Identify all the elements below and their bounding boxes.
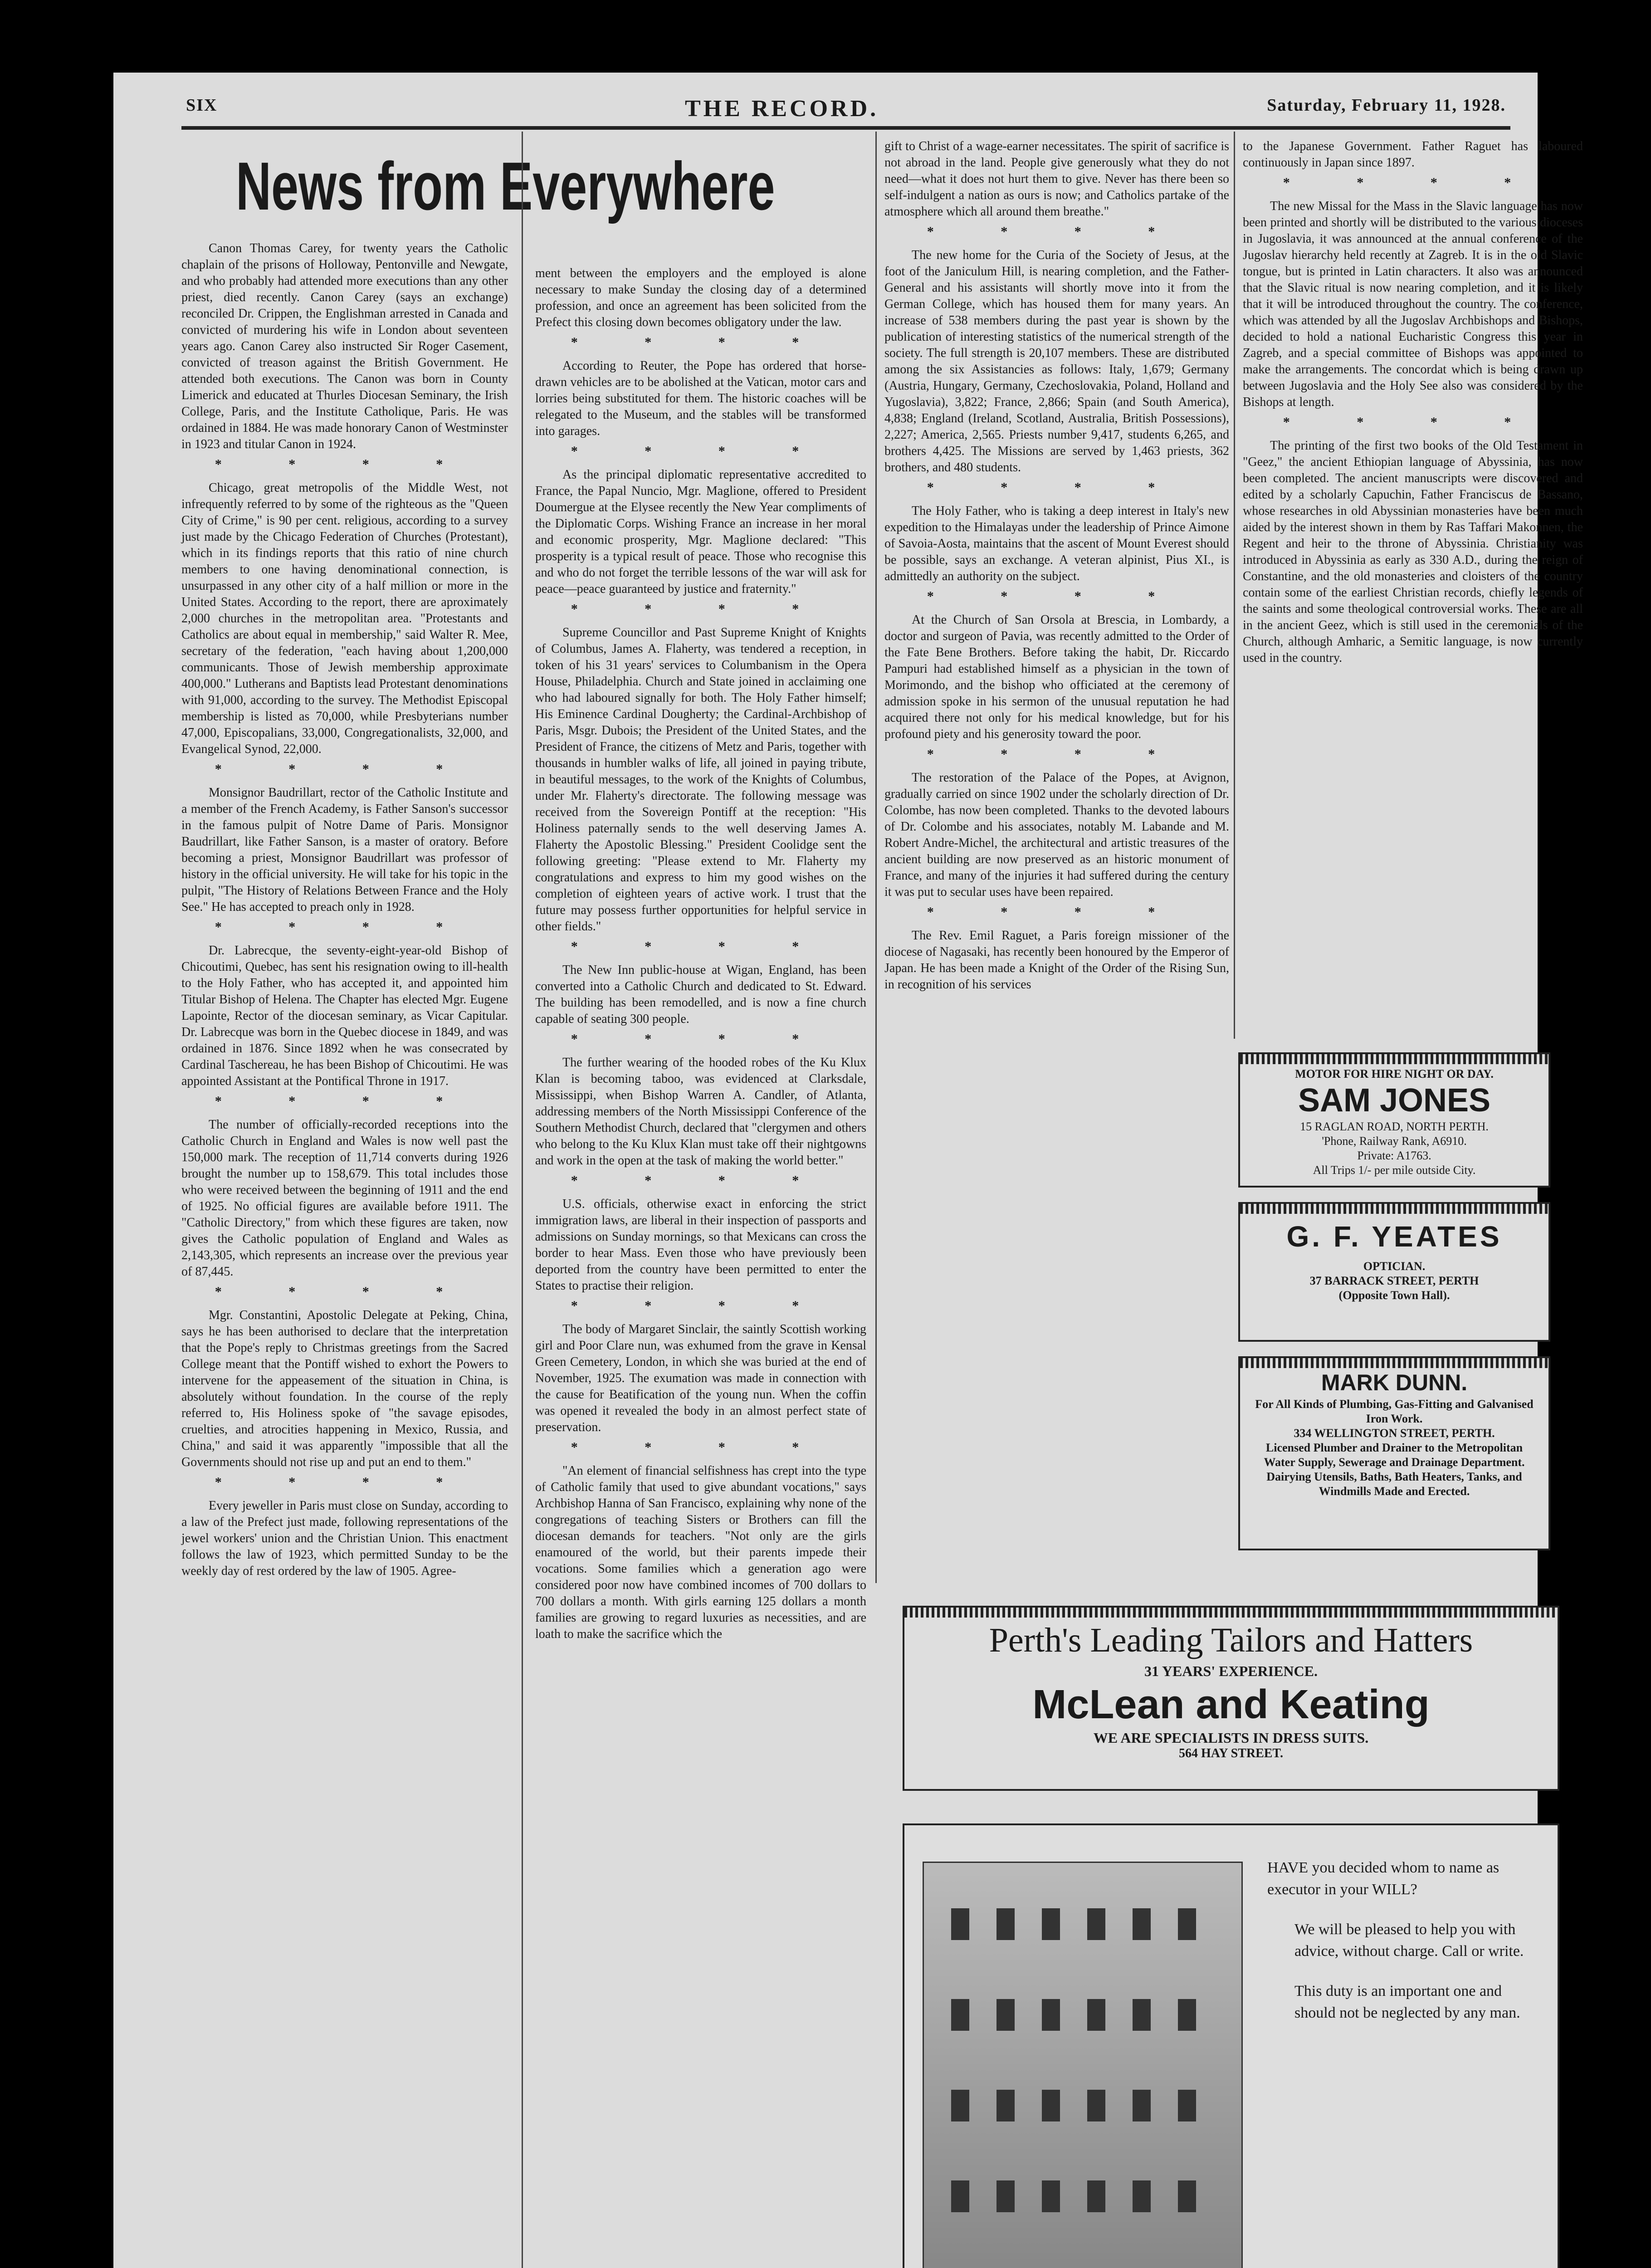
column-divider: [1234, 132, 1235, 1039]
trustee-building-illustration: [923, 1862, 1243, 2268]
ad-jones-address: 15 RAGLAN ROAD, NORTH PERTH.: [1300, 1120, 1489, 1133]
ad-sam-jones: [1238, 1052, 1550, 1188]
ad-mark-dunn: [1238, 1356, 1550, 1550]
article-paragraph: The number of officially-recorded receptions into the Catholic Church in England and Wales is now well past the 150,000 mark. The reception of 11,714 converts during 1926 brought the number up to 158,679. This total includes those who were received between the beginning of 1911 and the end of 1925. No official figures are available before 1911. The "Catholic Directory," from which these figures are taken, now gives the Catholic population of England and Wales as 2,143,305, which represents an increase over the previous year of 87,445.: [181, 1118, 508, 1279]
article-paragraph: ment between the employers and the employed is alone necessary to make Sunday the closing day of a determined profession, and once an agreement has been solicited from the Prefect this closing down becomes obligatory under the law.: [535, 266, 866, 329]
ad-mclean-experience: 31 YEARS' EXPERIENCE.: [1144, 1663, 1318, 1679]
ad-west-australian-trustee: [903, 1823, 1559, 2268]
article-paragraph: The further wearing of the hooded robes of the Ku Klux Klan is becoming taboo, was evidenced at Clarksdale, Mississippi, when Bishop Warren A. Candler, of Atlanta, addressing members of the North Mississippi Conference of the Southern Methodist Church, declared that "clergymen and others who belong to the Ku Klux Klan must take off their nightgowns and work in the open at the task of making the world better.": [535, 1056, 866, 1168]
section-separator: * * * *: [571, 1298, 831, 1313]
ad-mclean-title: Perth's Leading Tailors and Hatters: [989, 1621, 1473, 1659]
article-paragraph: Canon Thomas Carey, for twenty years the Catholic chaplain of the prisons of Holloway, Pentonville and Newgate, and who probably had attended more executions than any other priest, died recently. Canon Carey (says an exchange) reconciled Dr. Crippen, the Englishman arrested in Canada and convicted of murdering his wife in London about seventeen years ago. Canon Carey also instructed Sir Roger Casement, convicted of treason against the British Government. He attended both executions. The Canon was born in County Limerick and educated at Thurles Diocesan Seminary, the Irish College, Paris, and the Institute Catholique, Paris. He was ordained in 1884. He was made honorary Canon of Westminster in 1923 and titular Canon in 1924.: [181, 241, 508, 451]
column-divider: [522, 132, 523, 2268]
ad-jones-name: SAM JONES: [1298, 1082, 1491, 1119]
article-paragraph: Monsignor Baudrillart, rector of the Catholic Institute and a member of the French Academy, is Father Sanson's successor in the famous pulpit of Notre Dame of Paris. Monsignor Baudrillart, like Father Sanson, is a master of oratory. Before becoming a priest, Monsignor Baudrillart was professor of history in the official university. He will take for his topic in the pulpit, "The History of Relations Between France and the Holy See." He has accepted to preach only in 1928.: [181, 786, 508, 914]
trustee-duty: This duty is an important one and should not be neglected by any man.: [1294, 1983, 1520, 2021]
article-paragraph: gift to Christ of a wage-earner necessitates. The spirit of sacrifice is not abroad in the land. People give generously what they do not need—what it does not hurt them to give. Never has there been so self-indulgent a nation as ours is now; and Catholics partake of the atmosphere which all around them breathe.": [884, 139, 1229, 219]
section-separator: * * * *: [215, 1284, 475, 1299]
ad-dunn-line4: Dairying Utensils, Baths, Bath Heaters, Tanks, and Windmills Made and Erected.: [1266, 1470, 1522, 1498]
ad-dunn-line3: Licensed Plumber and Drainer to the Metropolitan Water Supply, Sewerage and Drainage Department.: [1264, 1441, 1525, 1469]
article-column-4: [1243, 138, 1583, 1036]
article-paragraph: Mgr. Constantini, Apostolic Delegate at Peking, China, says he has been authorised to declare that the interpretation that the Pope's reply to Christmas greetings from the Sacred College meant that the Pontiff wished to exhort the Powers to intervene for the appeasement of the situation in China, is absolutely without foundation. In the course of the reply referred to, His Holiness spoke of "the savage episodes, cruelties, and atrocities happening in Mexico, Russia, and China," and said it was apparently "impossible that all the Governments should not rise up and put an end to them.": [181, 1308, 508, 1469]
issue-date: Saturday, February 11, 1928.: [1267, 96, 1506, 115]
article-column-3: [884, 138, 1229, 1558]
ad-jones-private: Private: A1763.: [1357, 1149, 1431, 1162]
article-paragraph: U.S. officials, otherwise exact in enforcing the strict immigration laws, are liberal in their inspection of passports and admissions on Sunday mornings, so that Mexicans can cross the border to hear Mass. Even those who have previously been deported from the country have been permitted to enter the States to practise their religion.: [535, 1197, 866, 1293]
article-paragraph: As the principal diplomatic representative accredited to France, the Papal Nuncio, Mgr. Maglione, offered to President Doumergue at the Elysee recently the New Year compliments of the Diplomatic Corps. Wishing France an increase in her moral and economic prosperity, Mgr. Maglione declared: "This prosperity is a typical result of peace. Those who recognise this and who do not forget the terrible lessons of the war will ask for peace—peace guaranteed by justice and fraternity.": [535, 468, 866, 596]
section-separator: * * * *: [571, 444, 831, 459]
ad-yeates-address: 37 BARRACK STREET, PERTH: [1309, 1274, 1479, 1287]
article-paragraph: The body of Margaret Sinclair, the saintly Scottish working girl and Poor Clare nun, was exhumed from the grave in Kensal Green Cemetery, London, in which she was buried at the end of November, 1925. The exumation was made in connection with the cause for Beatification of the young nun. When the coffin was opened it revealed the body in an almost perfect state of preservation.: [535, 1322, 866, 1434]
masthead: THE RECORD.: [685, 96, 879, 122]
article-column-1: [181, 240, 508, 2268]
newspaper-page: [113, 73, 1583, 2268]
section-separator: * * * *: [1283, 175, 1543, 190]
ad-mclean-specialists: WE ARE SPECIALISTS IN DRESS SUITS.: [1093, 1730, 1369, 1746]
section-separator: * * * *: [927, 589, 1187, 604]
section-separator: * * * *: [571, 1031, 831, 1046]
ad-yeates-trade: OPTICIAN.: [1363, 1260, 1426, 1273]
ad-yeates: [1238, 1202, 1550, 1342]
section-separator: * * * *: [215, 1094, 475, 1109]
trustee-question: HAVE you decided whom to name as executor in your WILL?: [1267, 1859, 1500, 1898]
article-paragraph: Chicago, great metropolis of the Middle West, not infrequently referred to by some of the righteous as the "Queen City of Crime," is 90 per cent. religious, according to a survey just made by the Chicago Federation of Churches (Protestant), which in its findings reports that this ratio of nine church members to one having denominational connection, is unsurpassed in any other city of a half million or more in the United States. According to the report, there are aproximately 2,000 churches in the metropolitan area. "Protestants and Catholics are about equal in membership," said Walter R. Mee, secretary of the federation, "each having about 1,200,000 communicants. Those of Jewish membership approximate 400,000." Lutherans and Baptists lead Protestant denominations with 91,000, according to the survey. The Methodist Episcopal membership is listed as 70,000, while Presbyterians number 47,000, Episcopalians, 33,000, Congregationalists, 32,000, and Evangelical Synod, 22,000.: [181, 481, 508, 756]
article-column-2: [535, 265, 866, 2268]
section-separator: * * * *: [927, 224, 1187, 239]
article-paragraph: The New Inn public-house at Wigan, England, has been converted into a Catholic Church and dedicated to St. Edward. The building has been remodelled, and is now a fine church capable of seating 300 people.: [535, 963, 866, 1026]
section-separator: * * * *: [927, 747, 1187, 762]
ad-yeates-name: G. F. YEATES: [1286, 1220, 1502, 1253]
section-separator: * * * *: [571, 1173, 831, 1188]
column-divider: [875, 132, 877, 1583]
headline: News from Everywhere: [236, 148, 775, 224]
section-separator: * * * *: [215, 457, 475, 472]
section-separator: * * * *: [215, 1475, 475, 1490]
article-paragraph: The Rev. Emil Raguet, a Paris foreign missioner of the diocese of Nagasaki, has recently been honoured by the Emperor of Japan. He has been made a Knight of the Order of the Rising Sun, in recognition of his services: [884, 929, 1229, 992]
section-separator: * * * *: [1283, 415, 1543, 430]
ad-dunn-line1: For All Kinds of Plumbing, Gas-Fitting and Galvanised Iron Work.: [1255, 1398, 1534, 1425]
trustee-help: We will be pleased to help you with advice, without charge. Call or write.: [1294, 1921, 1524, 1960]
ad-dunn-name: MARK DUNN.: [1321, 1370, 1468, 1395]
section-separator: * * * *: [215, 762, 475, 777]
section-separator: * * * *: [927, 904, 1187, 919]
article-paragraph: The new home for the Curia of the Society of Jesus, at the foot of the Janiculum Hill, is nearing completion, and the Father-General and his assistants will shortly move into it from the German College, which has housed them for many years. An increase of 538 members during the past year is shown by the publication of interesting statistics of the numerical strength of the society. The full strength is 20,107 members. These are distributed among the six Assistancies as follows: Italy, 1,679; Germany (Austria, Hungary, Germany, Czechoslovakia, Poland, Holland and Yugoslavia), 3,822; France, 2,866; Spain (and South America), 4,838; England (Ireland, Scotland, Australia, British Possessions), 2,227; America, 2,565. Priests number 9,417, students 6,265, and brothers 4,425. The Missions are served by 1,463 priests, 362 brothers, and 480 students.: [884, 248, 1229, 474]
page-number: SIX: [186, 96, 218, 115]
article-paragraph: Dr. Labrecque, the seventy-eight-year-old Bishop of Chicoutimi, Quebec, has sent his resignation owing to ill-health to the Holy Father, who has accepted it, and appointed him Titular Bishop of Helena. The Chapter has elected Mgr. Eugene Lapointe, Rector of the diocesan seminary, as Vicar Capitular. Dr. Labrecque was born in the Quebec diocese in 1849, and was ordained in 1876. Since 1892 when he was consecrated by Cardinal Taschereau, he has been Bishop of Chicoutimi. He was appointed Assistant at the Pontifical Throne in 1917.: [181, 943, 508, 1088]
article-paragraph: Every jeweller in Paris must close on Sunday, according to a law of the Prefect just made, following representations of the jewel workers' union and the Christian Union. This enactment follows the law of 1923, which permitted Sunday to be the weekly day of rest ordered by the law of 1905. Agree-: [181, 1499, 508, 1578]
article-paragraph: The Holy Father, who is taking a deep interest in Italy's new expedition to the Himalayas under the leadership of Prince Aimone of Savoia-Aosta, maintains that the ascent of Mount Everest should be possible, says an exchange. A veteran alpinist, Pius XI., is admittedly an authority on the subject.: [884, 504, 1229, 583]
article-paragraph: to the Japanese Government. Father Raguet has laboured continuously in Japan since 1897.: [1243, 139, 1583, 170]
ad-mclean-keating: [903, 1606, 1559, 1791]
article-paragraph: According to Reuter, the Pope has ordered that horse-drawn vehicles are to be abolished at the Vatican, motor cars and lorries being substituted for them. The historic coaches will be relegated to the Museum, and the stables will be transformed into garages.: [535, 359, 866, 438]
section-separator: * * * *: [927, 480, 1187, 495]
section-separator: * * * *: [571, 601, 831, 616]
ad-mclean-name: McLean and Keating: [1032, 1682, 1430, 1727]
ad-jones-trips: All Trips 1/- per mile outside City.: [1313, 1163, 1476, 1177]
header-rule: [181, 126, 1510, 130]
ad-jones-phone: 'Phone, Railway Rank, A6910.: [1322, 1134, 1467, 1148]
ad-yeates-note: (Opposite Town Hall).: [1338, 1289, 1450, 1302]
article-paragraph: At the Church of San Orsola at Brescia, in Lombardy, a doctor and surgeon of Pavia, was recently admitted to the Order of the Fate Bene Brothers. Before taking the habit, Dr. Riccardo Pampuri had established himself as a physician in the town of Morimondo, and the bishop who officiated at the ceremony of admission spoke in his sermon of the unusual reputation he had acquired there not only for his medical knowledge, but for his profound piety and his generosity toward the poor.: [884, 613, 1229, 741]
ad-mclean-address: 564 HAY STREET.: [1178, 1746, 1284, 1760]
article-paragraph: "An element of financial selfishness has crept into the type of Catholic family that used to give abundant vocations," says Archbishop Hanna of San Francisco, explaining why none of the congregations of teaching Sisters or Brothers can fill the diocesan demands for teachers. "Not only are the girls enamoured of the world, but their parents impede their vocations. Some families which a generation ago were considered poor now have combined incomes of 700 dollars to 700 dollars a month. With girls earning 125 dollars a month families are growing to regard luxuries as necessities, and are loath to make the sacrifice which the: [535, 1464, 866, 1641]
section-separator: * * * *: [571, 939, 831, 954]
article-paragraph: The printing of the first two books of the Old Testament in "Geez," the ancient Ethiopian language of Abyssinia, has now been completed. The ancient manuscripts were discovered and edited by a scholarly Capuchin, Father Franciscus de Bassano, whose researches in old Abyssinian monasteries have been much aided by the interest shown in them by Ras Taffari Makonnen, the Regent and heir to the throne of Abyssinia. Christianity was introduced in Abyssinia as early as 330 A.D., during the reign of Constantine, and the old monasteries and cloisters of the country contain some of the earliest Christian records, chiefly legends of the saints and some theological controversial works. These are all in the ancient Geez, which is still used in the ceremonials of the Church, although Amharic, a Semitic language, is now currently used in the country.: [1243, 439, 1583, 665]
section-separator: * * * *: [571, 335, 831, 350]
article-paragraph: The new Missal for the Mass in the Slavic language has now been printed and shortly will be distributed to the various dioceses in Jugoslavia, it was announced at the annual conference of the Jugoslav hierarchy held recently at Zagreb. It is in the old Slavic tongue, but is printed in Latin characters. It also was announced that the Slavic ritual is now nearing completion, and it is likely that it will be introduced throughout the country. The conference, which was attended by all the Jugoslav Archbishops and Bishops, decided to hold a national Eucharistic Congress this year in Zagreb, and a special committee of Bishops was appointed to make the arrangements. The concordat which is being drawn up between Jugoslavia and the Holy See also was considered by the Bishops at length.: [1243, 199, 1583, 409]
section-separator: * * * *: [571, 1440, 831, 1455]
ad-dunn-line2: 334 WELLINGTON STREET, PERTH.: [1294, 1427, 1495, 1440]
article-paragraph: The restoration of the Palace of the Popes, at Avignon, gradually carried on since 1902 under the scholarly direction of Dr. Colombe, has now been completed. Thanks to the devoted labours of Dr. Colombe and his associates, notably M. Labande and M. Robert Andre-Michel, the architectural and artistic treasures of the ancient building are now preserved as an historic monument of France, and many of the injuries it had suffered during the century it was put to secular uses have been repaired.: [884, 771, 1229, 899]
ad-jones-top: MOTOR FOR HIRE NIGHT OR DAY.: [1295, 1067, 1494, 1080]
article-paragraph: Supreme Councillor and Past Supreme Knight of Knights of Columbus, James A. Flaherty, was tendered a reception, in token of his 31 years' services to Columbanism in the Opera House, Philadelphia. Church and State joined in acclaiming one who had laboured signally for both. The Holy Father himself; His Eminence Cardinal Dougherty; the Cardinal-Archbishop of Paris, Msgr. Dubois; the President of the United States, and the President of France, the citizens of Metz and Paris, together with thousands in humbler walks of life, all joined in paying tribute, in beautiful messages, to the work of the Knights of Columbus, under Mr. Flaherty's directorate. The following message was received from the Sovereign Pontiff at the reception: "His Holiness paternally sends to the well deserving James A. Flaherty the Apostolic Blessing." President Coolidge sent the following greeting: "Please extend to Mr. Flaherty my congratulations and express to him my good wishes on the completion of eighteen years of active work. I trust that the future may possess further opportunities for helpful service in other fields.": [535, 626, 866, 934]
section-separator: * * * *: [215, 919, 475, 934]
